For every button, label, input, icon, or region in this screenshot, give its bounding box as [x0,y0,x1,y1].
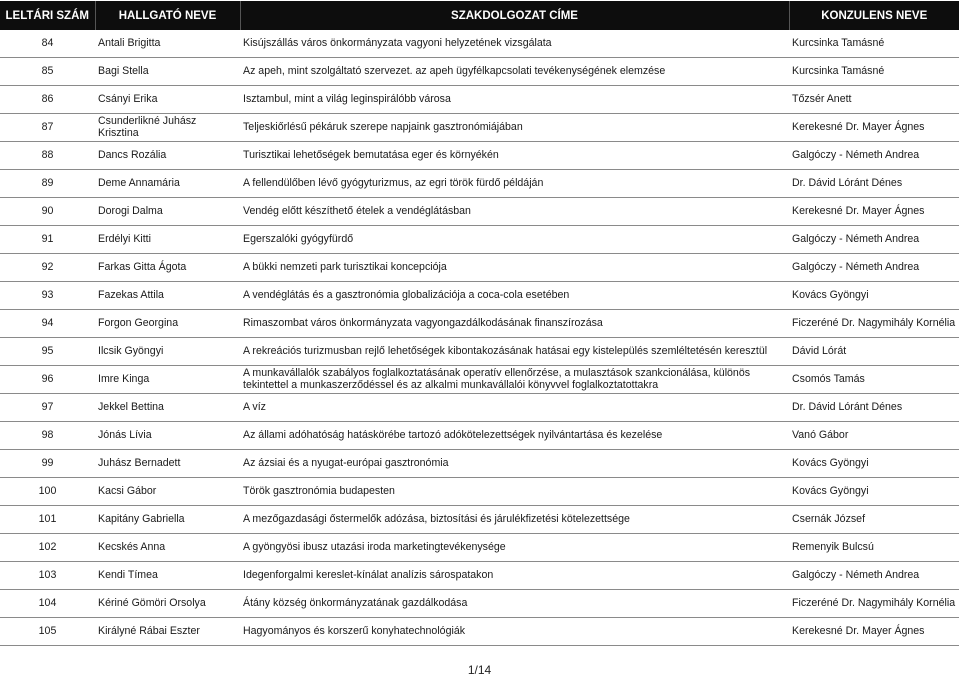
table-row [0,338,959,366]
inventory-number-cell: 104 [0,590,95,618]
thesis-title-cell: Idegenforgalmi kereslet-kínálat analízis sárospatakon [240,562,789,590]
table-row [0,506,959,534]
thesis-title-cell: Átány község önkormányzatának gazdálkodása [240,590,789,618]
advisor-name-cell: Kerekesné Dr. Mayer Ágnes [789,198,959,226]
inventory-number-cell: 103 [0,562,95,590]
inventory-number-cell: 93 [0,282,95,310]
student-name-cell: Kecskés Anna [95,534,240,562]
student-name-cell: Antali Brigitta [95,30,240,58]
advisor-name-cell: Csernák József [789,506,959,534]
table-row [0,170,959,198]
student-name-cell: Jekkel Bettina [95,394,240,422]
thesis-table [0,1,959,646]
student-name-cell: Farkas Gitta Ágota [95,254,240,282]
column-header-student-name: HALLGATÓ NEVE [95,1,240,30]
inventory-number-cell: 97 [0,394,95,422]
thesis-title-cell: A bükki nemzeti park turisztikai koncepciója [240,254,789,282]
thesis-title-cell: Török gasztronómia budapesten [240,478,789,506]
advisor-name-cell: Kovács Gyöngyi [789,478,959,506]
advisor-name-cell: Ficzeréné Dr. Nagymihály Kornélia [789,590,959,618]
table-row [0,30,959,58]
table-body [0,30,959,646]
table-header-row [0,1,959,30]
advisor-name-cell: Kerekesné Dr. Mayer Ágnes [789,618,959,646]
student-name-cell: Juhász Bernadett [95,450,240,478]
student-name-cell: Kapitány Gabriella [95,506,240,534]
column-header-advisor-name: KONZULENS NEVE [789,1,959,30]
student-name-cell: Ilcsik Gyöngyi [95,338,240,366]
inventory-number-cell: 94 [0,310,95,338]
student-name-cell: Csunderlikné Juhász Krisztina [95,114,240,142]
thesis-title-cell: A mezőgazdasági őstermelők adózása, biztosítási és járulékfizetési kötelezettsége [240,506,789,534]
inventory-number-cell: 102 [0,534,95,562]
inventory-number-cell: 105 [0,618,95,646]
thesis-title-cell: Hagyományos és korszerű konyhatechnológiák [240,618,789,646]
table-row [0,366,959,394]
student-name-cell: Királyné Rábai Eszter [95,618,240,646]
advisor-name-cell: Ficzeréné Dr. Nagymihály Kornélia [789,310,959,338]
advisor-name-cell: Kurcsinka Tamásné [789,30,959,58]
table-row [0,394,959,422]
advisor-name-cell: Kovács Gyöngyi [789,450,959,478]
thesis-title-cell: A munkavállalók szabályos foglalkoztatásának operatív ellenőrzése, a mulasztások szankcionálása, különös tekintettel a munkaszerződéssel és az alkalmi munkavállalói könyvvel foglalkoztatottakra [240,366,789,394]
thesis-title-cell: A fellendülőben lévő gyógyturizmus, az egri török fürdő példáján [240,170,789,198]
table-row [0,226,959,254]
thesis-title-cell: A víz [240,394,789,422]
student-name-cell: Deme Annamária [95,170,240,198]
thesis-title-cell: Turisztikai lehetőségek bemutatása eger és környékén [240,142,789,170]
table-row [0,86,959,114]
table-row [0,618,959,646]
table-row [0,478,959,506]
table-row [0,534,959,562]
inventory-number-cell: 89 [0,170,95,198]
advisor-name-cell: Dr. Dávid Lóránt Dénes [789,394,959,422]
inventory-number-cell: 86 [0,86,95,114]
student-name-cell: Forgon Georgina [95,310,240,338]
thesis-title-cell: Egerszalóki gyógyfürdő [240,226,789,254]
thesis-title-cell: A rekreációs turizmusban rejlő lehetőségek kibontakozásának hatásai egy kistelepülés szemléltetésén keresztül [240,338,789,366]
inventory-number-cell: 96 [0,366,95,394]
advisor-name-cell: Kerekesné Dr. Mayer Ágnes [789,114,959,142]
advisor-name-cell: Galgóczy - Németh Andrea [789,562,959,590]
advisor-name-cell: Csomós Tamás [789,366,959,394]
inventory-number-cell: 100 [0,478,95,506]
inventory-number-cell: 84 [0,30,95,58]
student-name-cell: Fazekas Attila [95,282,240,310]
table-row [0,562,959,590]
thesis-title-cell: Vendég előtt készíthető ételek a vendéglátásban [240,198,789,226]
thesis-title-cell: Isztambul, mint a világ leginspirálóbb városa [240,86,789,114]
student-name-cell: Kendi Tímea [95,562,240,590]
table-row [0,142,959,170]
table-row [0,422,959,450]
advisor-name-cell: Dr. Dávid Lóránt Dénes [789,170,959,198]
inventory-number-cell: 91 [0,226,95,254]
inventory-number-cell: 99 [0,450,95,478]
advisor-name-cell: Kovács Gyöngyi [789,282,959,310]
inventory-number-cell: 87 [0,114,95,142]
student-name-cell: Bagi Stella [95,58,240,86]
thesis-title-cell: Az apeh, mint szolgáltató szervezet. az apeh ügyfélkapcsolati tevékenységének elemzése [240,58,789,86]
student-name-cell: Dorogi Dalma [95,198,240,226]
thesis-title-cell: A gyöngyösi ibusz utazási iroda marketingtevékenysége [240,534,789,562]
student-name-cell: Dancs Rozália [95,142,240,170]
advisor-name-cell: Vanó Gábor [789,422,959,450]
inventory-number-cell: 90 [0,198,95,226]
student-name-cell: Kériné Gömöri Orsolya [95,590,240,618]
advisor-name-cell: Galgóczy - Németh Andrea [789,226,959,254]
inventory-number-cell: 85 [0,58,95,86]
advisor-name-cell: Dávid Lórát [789,338,959,366]
thesis-title-cell: Az ázsiai és a nyugat-európai gasztronómia [240,450,789,478]
thesis-title-cell: Rimaszombat város önkormányzata vagyongazdálkodásának finanszírozása [240,310,789,338]
table-row [0,310,959,338]
thesis-title-cell: Teljeskiőrlésű pékáruk szerepe napjaink gasztronómiájában [240,114,789,142]
advisor-name-cell: Galgóczy - Németh Andrea [789,254,959,282]
advisor-name-cell: Kurcsinka Tamásné [789,58,959,86]
table-row [0,450,959,478]
student-name-cell: Imre Kinga [95,366,240,394]
table-row [0,58,959,86]
inventory-number-cell: 101 [0,506,95,534]
inventory-number-cell: 95 [0,338,95,366]
student-name-cell: Kacsi Gábor [95,478,240,506]
column-header-thesis-title: SZAKDOLGOZAT CÍME [240,1,789,30]
table-row [0,254,959,282]
page-number: 1/14 [467,663,492,677]
advisor-name-cell: Remenyik Bulcsú [789,534,959,562]
inventory-number-cell: 92 [0,254,95,282]
table-row [0,114,959,142]
inventory-number-cell: 98 [0,422,95,450]
thesis-title-cell: Kisújszállás város önkormányzata vagyoni helyzetének vizsgálata [240,30,789,58]
table-row [0,282,959,310]
advisor-name-cell: Galgóczy - Németh Andrea [789,142,959,170]
thesis-title-cell: Az állami adóhatóság hatáskörébe tartozó adókötelezettségek nyilvántartása és kezelése [240,422,789,450]
table-row [0,590,959,618]
table-row [0,198,959,226]
thesis-title-cell: A vendéglátás és a gasztronómia globalizációja a coca-cola esetében [240,282,789,310]
column-header-inventory-number: LELTÁRI SZÁM [0,1,95,30]
student-name-cell: Erdélyi Kitti [95,226,240,254]
student-name-cell: Jónás Lívia [95,422,240,450]
student-name-cell: Csányi Erika [95,86,240,114]
advisor-name-cell: Tőzsér Anett [789,86,959,114]
inventory-number-cell: 88 [0,142,95,170]
